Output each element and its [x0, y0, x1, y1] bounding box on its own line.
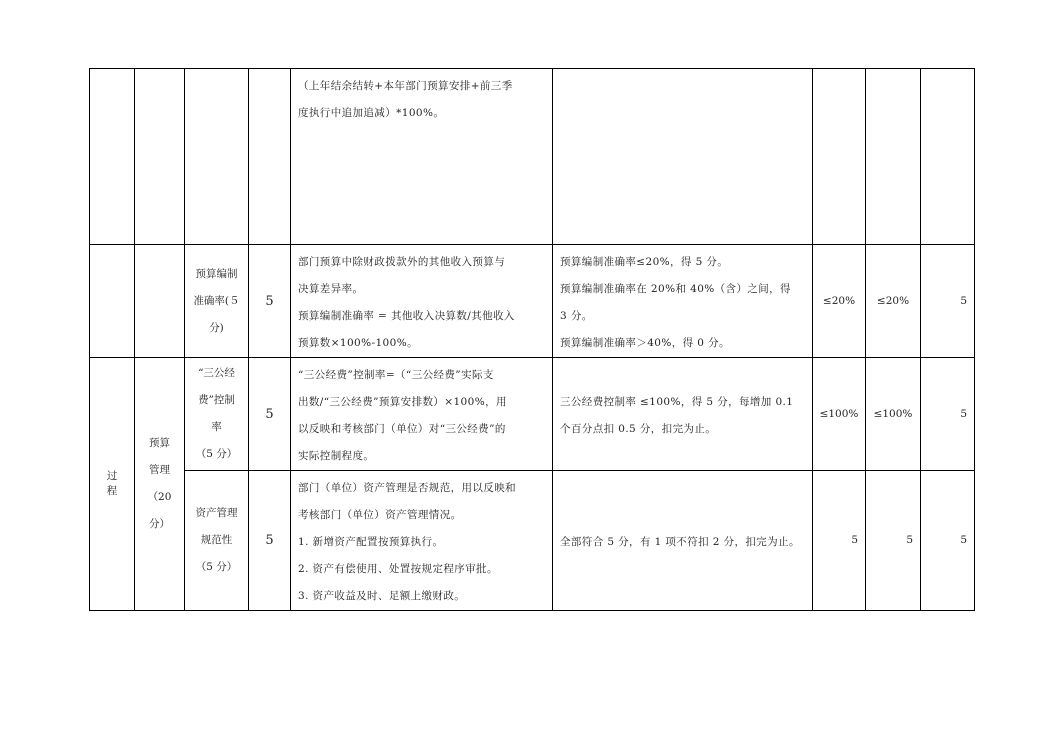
target-value: 5 — [813, 471, 866, 611]
content-cell — [291, 358, 553, 471]
standard-line: 全部符合 5 分，有 1 项不符扣 2 分，扣完为止。 — [560, 536, 800, 548]
level2-cell-empty — [135, 69, 185, 245]
level1-cell-empty — [90, 69, 135, 245]
standard-line: 三公经费控制率 ≤100%，得 5 分，每增加 0.1 — [560, 396, 794, 408]
content-line: （上年结余结转+本年部门预算安排+前三季 — [298, 80, 513, 92]
score-cell-empty — [921, 69, 975, 245]
table-row — [90, 358, 975, 471]
table-row — [90, 471, 975, 611]
indicator-line: 费”控制 — [198, 394, 235, 406]
level1-cell-process — [90, 358, 135, 611]
content-cell — [291, 69, 553, 245]
weight-cell: 5 — [249, 471, 291, 611]
indicator-line: 资产管理 — [195, 507, 238, 519]
level2-line: 管理 — [149, 464, 170, 476]
weight-cell: 5 — [249, 245, 291, 358]
content-line: 部门预算中除财政拨款外的其他收入预算与 — [298, 256, 506, 268]
indicator-cell — [185, 471, 249, 611]
level2-line: （20 — [147, 491, 172, 503]
score-value: 5 — [921, 358, 975, 471]
level1-cell-empty — [90, 245, 135, 358]
content-line: “三公经费”控制率=（“三公经费”实际支 — [298, 369, 494, 381]
table-row — [90, 245, 975, 358]
content-line: 决算差异率。 — [298, 283, 364, 295]
actual-value: 5 — [866, 471, 921, 611]
content-line: 3. 资产收益及时、足额上缴财政。 — [298, 590, 466, 602]
content-line: 预算编制准确率 = 其他收入决算数/其他收入 — [298, 310, 515, 322]
standard-line: 3 分。 — [560, 310, 593, 322]
standard-cell — [553, 245, 813, 358]
standard-line: 预算编制准确率≤20%，得 5 分。 — [560, 256, 729, 268]
indicator-line: 分) — [209, 321, 224, 334]
indicator-line: 准确率(５ — [193, 294, 240, 307]
level1-line: 程 — [106, 485, 118, 497]
indicator-line: （5 分） — [195, 448, 238, 460]
level2-line: 分） — [149, 518, 170, 530]
standard-cell — [553, 358, 813, 471]
score-value: 5 — [921, 471, 975, 611]
weight-cell: 5 — [249, 358, 291, 471]
standard-line: 预算编制准确率＞40%，得 0 分。 — [560, 337, 730, 349]
actual-value: ≤20% — [866, 245, 921, 358]
standard-cell — [553, 471, 813, 611]
content-line: 度执行中追加追减）*100%。 — [298, 107, 445, 119]
level2-cell-empty — [135, 245, 185, 358]
indicator-cell — [185, 358, 249, 471]
standard-line: 预算编制准确率在 20%和 40%（含）之间，得 — [560, 283, 791, 295]
target-value: ≤100% — [813, 358, 866, 471]
level2-line: 预算 — [149, 437, 170, 449]
target-cell-empty — [813, 69, 866, 245]
content-line: 部门（单位）资产管理是否规范，用以反映和 — [298, 482, 516, 494]
indicator-line: 规范性 — [200, 534, 233, 546]
content-line: 出数/“三公经费”预算安排数）×100%，用 — [298, 396, 507, 408]
content-line: 以反映和考核部门（单位）对“三公经费”的 — [298, 423, 506, 435]
content-line: 2. 资产有偿使用、处置按规定程序审批。 — [298, 563, 498, 575]
standard-cell-empty — [553, 69, 813, 245]
indicator-line: （5 分） — [195, 561, 238, 573]
content-line: 考核部门（单位）资产管理情况。 — [298, 509, 462, 521]
content-line: 1. 新增资产配置按预算执行。 — [298, 536, 444, 548]
actual-value: ≤100% — [866, 358, 921, 471]
level2-cell-budget — [135, 358, 185, 611]
score-value: 5 — [921, 245, 975, 358]
content-line: 实际控制程度。 — [298, 450, 375, 462]
indicator-line: 率 — [211, 421, 222, 433]
indicator-cell-empty — [185, 69, 249, 245]
standard-line: 个百分点扣 0.5 分，扣完为止。 — [560, 423, 717, 435]
content-cell — [291, 471, 553, 611]
weight-cell-empty — [249, 69, 291, 245]
table-row — [90, 69, 975, 245]
target-value: ≤20% — [813, 245, 866, 358]
content-cell — [291, 245, 553, 358]
indicator-line: “三公经 — [198, 367, 235, 379]
evaluation-table — [89, 68, 975, 611]
indicator-line: 预算编制 — [195, 267, 238, 280]
actual-cell-empty — [866, 69, 921, 245]
content-line: 预算数×100%-100%。 — [298, 337, 418, 349]
indicator-cell — [185, 245, 249, 358]
level1-line: 过 — [106, 470, 118, 482]
